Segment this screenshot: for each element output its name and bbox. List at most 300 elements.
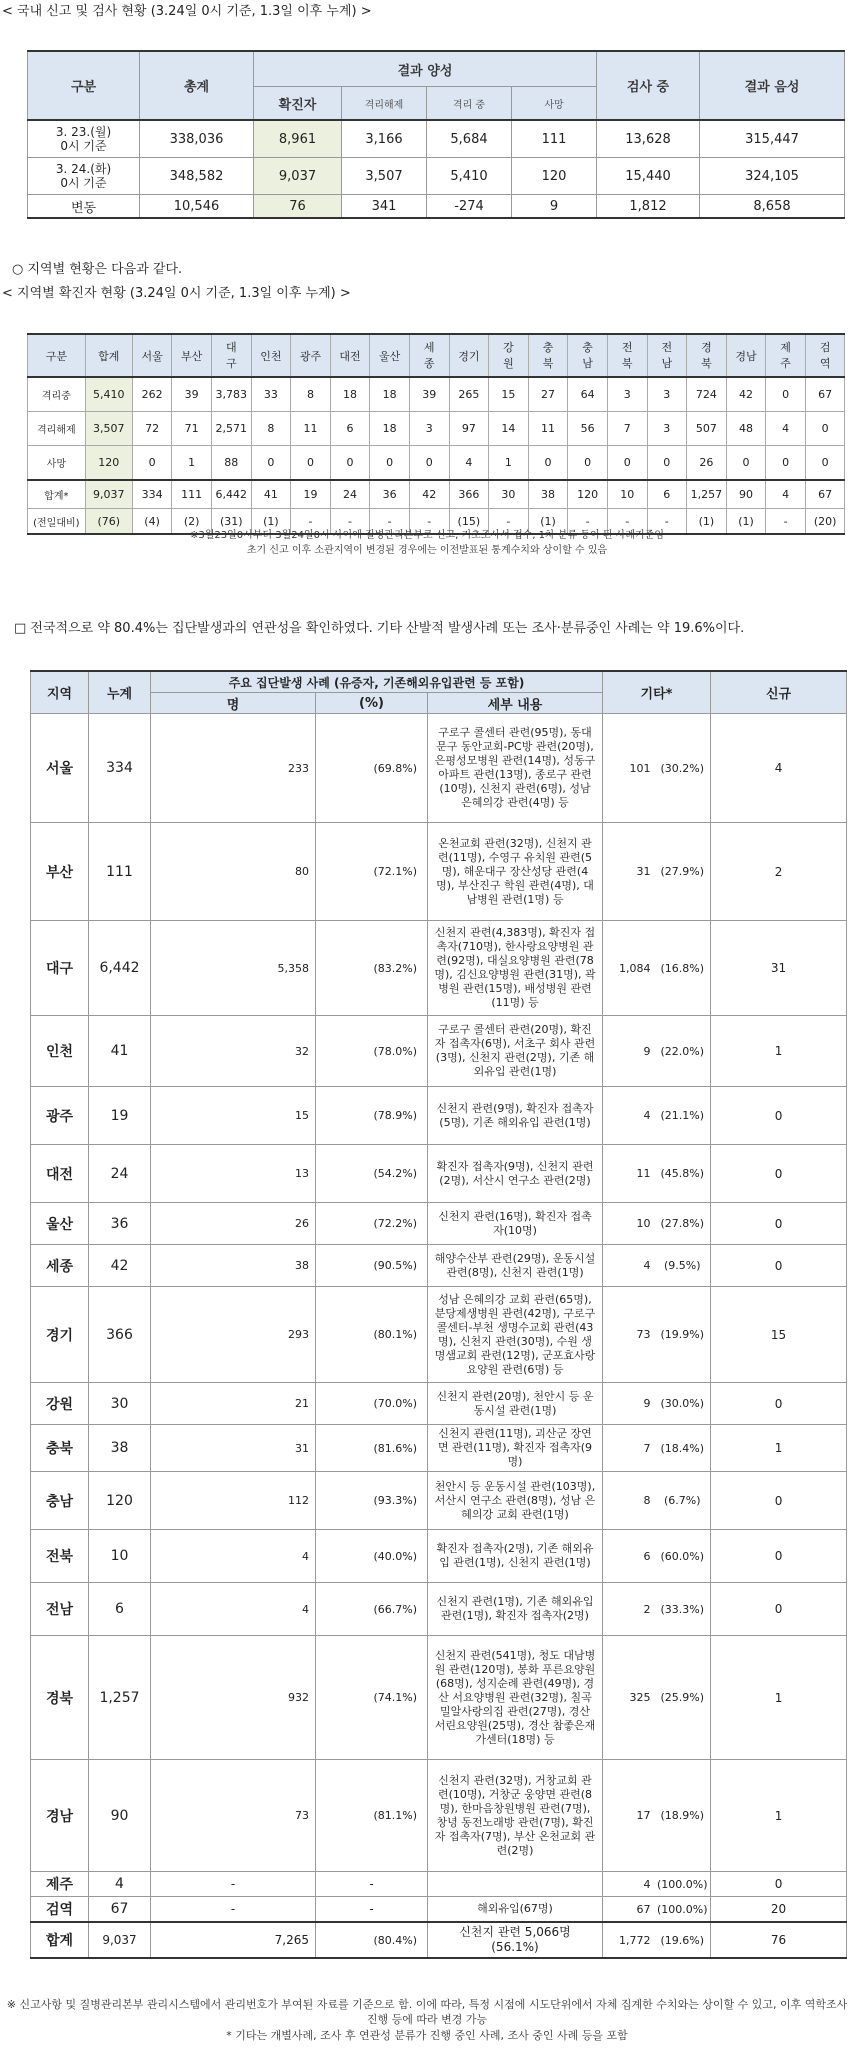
t2-cell: 0 bbox=[528, 446, 568, 481]
t2-cell: 27 bbox=[528, 377, 568, 412]
t2-cell: 0 bbox=[568, 446, 608, 481]
t2-cell: 0 bbox=[132, 446, 172, 481]
t3-count: 932 bbox=[151, 1636, 316, 1760]
t3-count: 73 bbox=[151, 1760, 316, 1872]
t2-header-text: 경북 bbox=[701, 340, 712, 370]
t3-detail: 신천지 관련(4,383명), 확진자 접촉자(710명), 한사랑요양병원 관련(92명), 대실요양병원 관련(78명), 김신요양병원 관련(31명), 곽병원 관련(15명), 배성병원 관련(11명) 등 bbox=[428, 921, 603, 1016]
t1-header-isolated: 격리 중 bbox=[427, 87, 512, 121]
t3-new: 31 bbox=[711, 921, 847, 1016]
t2-total-cell: 38 bbox=[528, 480, 568, 509]
t2-header-cell bbox=[647, 334, 687, 377]
t3-pct: (69.8%) bbox=[316, 714, 428, 823]
t2-header-text: 충북 bbox=[542, 340, 554, 370]
t3-cum: 30 bbox=[89, 1383, 151, 1425]
t3-detail: 신천지 관련(1명), 기존 해외유입 관련(1명), 확진자 접촉자(2명) bbox=[428, 1583, 603, 1636]
t2-row-label: 격리해제 bbox=[28, 412, 86, 446]
t3-region: 충북 bbox=[31, 1425, 89, 1472]
t2-prev-cell: (20) bbox=[805, 509, 845, 535]
t2-total-cell: 6,442 bbox=[211, 480, 251, 509]
t2-cell: 0 bbox=[607, 446, 647, 481]
t3-detail: 천안시 등 운동시설 관련(103명), 서산시 연구소 관련(8명), 성남 은혜의강 교회 관련(1명) bbox=[428, 1472, 603, 1530]
t3-total-other: 1,772 bbox=[603, 1922, 655, 1958]
section1-title: < 국내 신고 및 검사 현황 (3.24일 0시 기준, 1.3일 이후 누계) > bbox=[2, 4, 372, 19]
t2-cell: 4 bbox=[449, 446, 489, 481]
t2-total-row bbox=[28, 480, 845, 509]
cluster-cases-table bbox=[30, 670, 847, 1959]
t2-cell: 39 bbox=[172, 377, 212, 412]
t1-header-negative: 결과 음성 bbox=[700, 51, 845, 120]
t3-detail: 신천지 관련(9명), 확진자 접촉자(5명), 기존 해외유입 관련(1명) bbox=[428, 1087, 603, 1145]
t3-header-pct: (%) bbox=[316, 693, 428, 714]
t3-total-count: 7,265 bbox=[151, 1922, 316, 1958]
t2-total-cell: 1,257 bbox=[687, 480, 727, 509]
t2-cell: 3 bbox=[409, 412, 449, 446]
t2-cell: 14 bbox=[489, 412, 529, 446]
t1-change-total: 10,546 bbox=[140, 195, 254, 219]
t3-detail: 성남 은혜의강 교회 관련(65명), 분당제생병원 관련(42명), 구로구 콜센터-부천 생명수교회 관련(43명), 신천지 관련(30명), 수원 생명샘교회 관련(12명), 군포효사랑요양원 관련(6명) 등 bbox=[428, 1287, 603, 1383]
t1-cell-confirmed: 9,037 bbox=[254, 158, 342, 195]
t2-data-row bbox=[28, 412, 845, 446]
t3-total-detail bbox=[428, 1922, 603, 1958]
t3-cum: 90 bbox=[89, 1760, 151, 1872]
t3-other: 10 bbox=[603, 1203, 655, 1245]
t3-header-detail: 세부 내용 bbox=[428, 693, 603, 714]
t3-new: 0 bbox=[711, 1472, 847, 1530]
t3-pct: (40.0%) bbox=[316, 1530, 428, 1583]
t1-header-testing: 검사 중 bbox=[597, 51, 700, 120]
t1-header-released: 격리해제 bbox=[342, 87, 427, 121]
t2-header-cell: 구분 bbox=[28, 334, 86, 377]
t3-total-region: 합계 bbox=[31, 1922, 89, 1958]
t3-region: 경북 bbox=[31, 1636, 89, 1760]
t2-cell: 67 bbox=[805, 377, 845, 412]
t1-cell-deaths: 111 bbox=[512, 120, 597, 158]
t3-pct: (90.5%) bbox=[316, 1245, 428, 1287]
section2-title: < 지역별 확진자 현황 (3.24일 0시 기준, 1.3일 이후 누계) > bbox=[2, 286, 351, 301]
regional-status-table bbox=[27, 333, 845, 535]
t2-cell: 0 bbox=[330, 446, 370, 481]
t2-cell: 3 bbox=[607, 377, 647, 412]
t1-cell-confirmed: 8,961 bbox=[254, 120, 342, 158]
t3-row-9 bbox=[31, 1383, 847, 1425]
t2-total-cell: 366 bbox=[449, 480, 489, 509]
t1-row-label-time: 0시 기준 bbox=[60, 176, 107, 190]
t2-prev-cell: - bbox=[766, 509, 806, 535]
t2-prev-cell: (76) bbox=[85, 509, 132, 535]
t2-header-cell bbox=[568, 334, 608, 377]
t2-cell: 0 bbox=[805, 446, 845, 481]
testing-status-table bbox=[27, 50, 845, 219]
t3-other: 9 bbox=[603, 1016, 655, 1087]
t3-other: 6 bbox=[603, 1530, 655, 1583]
t2-cell: 7 bbox=[607, 412, 647, 446]
t3-header-other: 기타* bbox=[603, 671, 711, 714]
footnote-2: * 기타는 개별사례, 조사 후 연관성 분류가 진행 중인 사례, 조사 중인 사례 등을 포함 bbox=[226, 2029, 628, 2042]
t2-header-cell bbox=[607, 334, 647, 377]
t3-other: 101 bbox=[603, 714, 655, 823]
t3-new: 0 bbox=[711, 1145, 847, 1203]
t2-cell: 42 bbox=[726, 377, 766, 412]
t3-cum: 38 bbox=[89, 1425, 151, 1472]
t2-header-cell: 부산 bbox=[172, 334, 212, 377]
t2-header-row bbox=[28, 334, 845, 377]
t3-pct: (70.0%) bbox=[316, 1383, 428, 1425]
t3-row-4 bbox=[31, 1087, 847, 1145]
t3-row-1 bbox=[31, 823, 847, 921]
t3-total-pct: (80.4%) bbox=[316, 1922, 428, 1958]
t3-total-cum: 9,037 bbox=[89, 1922, 151, 1958]
t3-row-8 bbox=[31, 1287, 847, 1383]
t3-total-detail-1: 신천지 관련 5,066명 bbox=[459, 1925, 571, 1939]
t3-other-pct: (9.5%) bbox=[655, 1245, 711, 1287]
t3-count: 21 bbox=[151, 1383, 316, 1425]
t3-row-16 bbox=[31, 1872, 847, 1897]
t1-row-label-time: 0시 기준 bbox=[60, 139, 107, 153]
t3-new: 0 bbox=[711, 1087, 847, 1145]
t3-new: 1 bbox=[711, 1016, 847, 1087]
t3-cum: 120 bbox=[89, 1472, 151, 1530]
t1-change-released: 341 bbox=[342, 195, 427, 219]
t1-header-gubun: 구분 bbox=[28, 51, 140, 120]
t3-count: 32 bbox=[151, 1016, 316, 1087]
t2-prev-cell: (2) bbox=[172, 509, 212, 535]
t1-header-positive: 결과 양성 bbox=[254, 51, 597, 87]
t3-count: 13 bbox=[151, 1145, 316, 1203]
t3-count: 4 bbox=[151, 1530, 316, 1583]
t3-header-people: 명 bbox=[151, 693, 316, 714]
t3-row-6 bbox=[31, 1203, 847, 1245]
t2-cell: 0 bbox=[726, 446, 766, 481]
t3-detail: 온천교회 관련(32명), 신천지 관련(11명), 수영구 유치원 관련(5명), 해운대구 장산성당 관련(4명), 부산진구 학원 관련(4명), 대남병원 관련(1명) 등 bbox=[428, 823, 603, 921]
t2-cell: 39 bbox=[409, 377, 449, 412]
t1-row-label bbox=[28, 120, 140, 158]
t2-total-cell: 120 bbox=[568, 480, 608, 509]
t1-header-deaths: 사망 bbox=[512, 87, 597, 121]
t2-cell: 0 bbox=[647, 446, 687, 481]
t3-cum: 67 bbox=[89, 1897, 151, 1923]
t3-new: 1 bbox=[711, 1760, 847, 1872]
t3-pct: (72.1%) bbox=[316, 823, 428, 921]
t3-region: 서울 bbox=[31, 714, 89, 823]
t3-other-pct: (27.9%) bbox=[655, 823, 711, 921]
t2-cell: 18 bbox=[370, 377, 410, 412]
t2-cell: 0 bbox=[370, 446, 410, 481]
t2-cell: 26 bbox=[687, 446, 727, 481]
t2-header-cell: 경남 bbox=[726, 334, 766, 377]
t3-detail: 확진자 접촉자(2명), 기존 해외유입 관련(1명), 신천지 관련(1명) bbox=[428, 1530, 603, 1583]
t1-cell-isolated: 5,410 bbox=[427, 158, 512, 195]
t3-row-12 bbox=[31, 1530, 847, 1583]
t3-cum: 4 bbox=[89, 1872, 151, 1897]
t2-total-cell: 334 bbox=[132, 480, 172, 509]
t2-total-cell: 6 bbox=[647, 480, 687, 509]
t3-count: 5,358 bbox=[151, 921, 316, 1016]
t2-cell: 11 bbox=[291, 412, 331, 446]
t3-detail: 해외유입(67명) bbox=[428, 1897, 603, 1923]
t3-count: 15 bbox=[151, 1087, 316, 1145]
t3-count: 233 bbox=[151, 714, 316, 823]
t2-cell: 507 bbox=[687, 412, 727, 446]
cluster-summary: □ 전국적으로 약 80.4%는 집단발생과의 연관성을 확인하였다. 기타 산발적 발생사례 또는 조사·분류중인 사례는 약 19.6%이다. bbox=[14, 621, 745, 636]
t2-cell: 3,507 bbox=[85, 412, 132, 446]
t3-region: 광주 bbox=[31, 1087, 89, 1145]
t3-new: 0 bbox=[711, 1872, 847, 1897]
t2-header-cell: 서울 bbox=[132, 334, 172, 377]
t1-row-change bbox=[28, 195, 845, 219]
t3-other-pct: (27.8%) bbox=[655, 1203, 711, 1245]
t3-new: 0 bbox=[711, 1203, 847, 1245]
t1-change-isolated: -274 bbox=[427, 195, 512, 219]
t3-other-pct: (18.9%) bbox=[655, 1760, 711, 1872]
t3-cum: 10 bbox=[89, 1530, 151, 1583]
t2-prev-cell: - bbox=[291, 509, 331, 535]
t2-prev-cell: (1) bbox=[528, 509, 568, 535]
t2-total-cell: 4 bbox=[766, 480, 806, 509]
t3-region: 세종 bbox=[31, 1245, 89, 1287]
t2-cell: 0 bbox=[805, 412, 845, 446]
t1-cell-total: 348,582 bbox=[140, 158, 254, 195]
t3-cum: 19 bbox=[89, 1087, 151, 1145]
t3-row-10 bbox=[31, 1425, 847, 1472]
t3-other: 31 bbox=[603, 823, 655, 921]
t2-cell: 0 bbox=[251, 446, 291, 481]
table2-note-1: ※3월23일0시부터 3월24일0시 사이에 질병관리본부로 신고, 기초조사서 접수, 1차 분류 등이 된 사례기준임 bbox=[189, 530, 665, 541]
t2-cell: 0 bbox=[409, 446, 449, 481]
t2-header-cell: 경기 bbox=[449, 334, 489, 377]
t2-header-cell bbox=[528, 334, 568, 377]
t3-pct: (72.2%) bbox=[316, 1203, 428, 1245]
t2-cell: 72 bbox=[132, 412, 172, 446]
t3-pct: - bbox=[316, 1872, 428, 1897]
t2-cell: 1 bbox=[172, 446, 212, 481]
t2-prev-cell: (15) bbox=[449, 509, 489, 535]
t2-cell: 3,783 bbox=[211, 377, 251, 412]
t3-detail: 신천지 관련(32명), 거창교회 관련(10명), 거창군 웅양면 관련(8명), 한마음창원병원 관련(7명), 창녕 동전노래방 관련(7명), 확진자 접촉자(7명), 부산 온천교회 관련(2명) bbox=[428, 1760, 603, 1872]
t1-cell-released: 3,507 bbox=[342, 158, 427, 195]
t1-row-0323 bbox=[28, 120, 845, 158]
t3-cum: 24 bbox=[89, 1145, 151, 1203]
t2-data-row bbox=[28, 377, 845, 412]
t3-header-cum: 누계 bbox=[89, 671, 151, 714]
t1-cell-released: 3,166 bbox=[342, 120, 427, 158]
t2-header-cell bbox=[409, 334, 449, 377]
t1-cell-testing: 15,440 bbox=[597, 158, 700, 195]
t3-detail bbox=[428, 1872, 603, 1897]
t3-total-new: 76 bbox=[711, 1922, 847, 1958]
t1-cell-negative: 324,105 bbox=[700, 158, 845, 195]
t3-pct: (66.7%) bbox=[316, 1583, 428, 1636]
t3-pct: (74.1%) bbox=[316, 1636, 428, 1760]
t2-prev-cell: - bbox=[647, 509, 687, 535]
t3-other: 7 bbox=[603, 1425, 655, 1472]
t1-cell-testing: 13,628 bbox=[597, 120, 700, 158]
t3-other: 73 bbox=[603, 1287, 655, 1383]
t3-other-pct: (33.3%) bbox=[655, 1583, 711, 1636]
t3-other-pct: (22.0%) bbox=[655, 1016, 711, 1087]
t3-cum: 334 bbox=[89, 714, 151, 823]
t2-row-label: 사망 bbox=[28, 446, 86, 481]
t2-prev-cell: - bbox=[370, 509, 410, 535]
t3-row-13 bbox=[31, 1583, 847, 1636]
t3-new: 15 bbox=[711, 1287, 847, 1383]
t3-other: 4 bbox=[603, 1245, 655, 1287]
t3-header-new: 신규 bbox=[711, 671, 847, 714]
t2-prev-cell: - bbox=[607, 509, 647, 535]
t1-row-label-date: 3. 24.(화) bbox=[55, 162, 112, 176]
t2-cell: 48 bbox=[726, 412, 766, 446]
t3-other-pct: (19.9%) bbox=[655, 1287, 711, 1383]
t2-prev-cell: - bbox=[409, 509, 449, 535]
t3-count: 4 bbox=[151, 1583, 316, 1636]
t3-row-17 bbox=[31, 1897, 847, 1923]
t3-pct: - bbox=[316, 1897, 428, 1923]
t3-cum: 366 bbox=[89, 1287, 151, 1383]
t2-cell: 0 bbox=[766, 446, 806, 481]
t3-other-pct: (100.0%) bbox=[655, 1872, 711, 1897]
t1-row-0324 bbox=[28, 158, 845, 195]
t2-total-cell: 42 bbox=[409, 480, 449, 509]
t2-cell: 33 bbox=[251, 377, 291, 412]
t3-region: 강원 bbox=[31, 1383, 89, 1425]
t2-prev-cell: (4) bbox=[132, 509, 172, 535]
t2-total-cell: 9,037 bbox=[85, 480, 132, 509]
t3-header-region: 지역 bbox=[31, 671, 89, 714]
t3-detail: 구로구 콜센터 관련(95명), 동대문구 동안교회-PC방 관련(20명), 은평성모병원 관련(14명), 성동구 아파트 관련(13명), 종로구 관련(10명), 신천지 관련(6명), 성남 은혜의강 관련(4명) 등 bbox=[428, 714, 603, 823]
t3-pct: (78.9%) bbox=[316, 1087, 428, 1145]
t2-header-text: 전북 bbox=[621, 340, 633, 370]
t3-new: 20 bbox=[711, 1897, 847, 1923]
t2-header-cell bbox=[687, 334, 727, 377]
t3-other-pct: (100.0%) bbox=[655, 1897, 711, 1923]
t3-count: 26 bbox=[151, 1203, 316, 1245]
t2-prev-cell: (1) bbox=[687, 509, 727, 535]
t3-other: 4 bbox=[603, 1872, 655, 1897]
t2-header-cell: 대전 bbox=[330, 334, 370, 377]
t2-cell: 0 bbox=[291, 446, 331, 481]
t2-total-cell: 36 bbox=[370, 480, 410, 509]
t3-new: 0 bbox=[711, 1245, 847, 1287]
t1-cell-total: 338,036 bbox=[140, 120, 254, 158]
t3-count: 112 bbox=[151, 1472, 316, 1530]
t3-pct: (83.2%) bbox=[316, 921, 428, 1016]
t3-other: 67 bbox=[603, 1897, 655, 1923]
t3-row-3 bbox=[31, 1016, 847, 1087]
t3-pct: (54.2%) bbox=[316, 1145, 428, 1203]
t2-row-label: 격리중 bbox=[28, 377, 86, 412]
t2-total-cell: 90 bbox=[726, 480, 766, 509]
t2-cell: 5,410 bbox=[85, 377, 132, 412]
t3-other-pct: (21.1%) bbox=[655, 1087, 711, 1145]
t3-region: 인천 bbox=[31, 1016, 89, 1087]
t2-prev-cell: - bbox=[489, 509, 529, 535]
t2-header-cell bbox=[211, 334, 251, 377]
t3-new: 0 bbox=[711, 1583, 847, 1636]
footnote-1: ※ 신고사항 및 질병관리본부 관리시스템에서 관리번호가 부여된 자료를 기준으로 함. 이에 따라, 특정 시점에 시도단위에서 자체 집계한 수치와는 상이할 수 있고, 이후 역학조사 진행 등에 따라 변경 가능 bbox=[6, 1998, 848, 2026]
t2-cell: 4 bbox=[766, 412, 806, 446]
t2-cell: 3 bbox=[647, 377, 687, 412]
t1-change-confirmed: 76 bbox=[254, 195, 342, 219]
t3-total-row bbox=[31, 1922, 847, 1958]
t2-cell: 97 bbox=[449, 412, 489, 446]
t2-prev-cell: (1) bbox=[726, 509, 766, 535]
t3-region: 경기 bbox=[31, 1287, 89, 1383]
t3-pct: (80.1%) bbox=[316, 1287, 428, 1383]
t2-cell: 8 bbox=[251, 412, 291, 446]
t3-detail: 해양수산부 관련(29명), 운동시설 관련(8명), 신천지 관련(1명) bbox=[428, 1245, 603, 1287]
t2-cell: 15 bbox=[489, 377, 529, 412]
t3-region: 대구 bbox=[31, 921, 89, 1016]
t1-change-deaths: 9 bbox=[512, 195, 597, 219]
t3-region: 제주 bbox=[31, 1872, 89, 1897]
t2-total-cell: 111 bbox=[172, 480, 212, 509]
t3-other-pct: (6.7%) bbox=[655, 1472, 711, 1530]
table2-note-2: 초기 신고 이후 소관지역이 변경된 경우에는 이전발표된 통계수치와 상이할 수 있음 bbox=[246, 545, 608, 556]
t2-prev-cell: (1) bbox=[251, 509, 291, 535]
t3-region: 전북 bbox=[31, 1530, 89, 1583]
t2-total-cell: 30 bbox=[489, 480, 529, 509]
t2-cell: 262 bbox=[132, 377, 172, 412]
t3-other: 4 bbox=[603, 1087, 655, 1145]
t3-total-detail-2: (56.1%) bbox=[491, 1940, 539, 1954]
t3-other: 11 bbox=[603, 1145, 655, 1203]
t3-count: 38 bbox=[151, 1245, 316, 1287]
t3-other-pct: (30.2%) bbox=[655, 714, 711, 823]
t3-pct: (81.6%) bbox=[316, 1425, 428, 1472]
t2-header-cell: 울산 bbox=[370, 334, 410, 377]
t3-other: 17 bbox=[603, 1760, 655, 1872]
t2-cell: 18 bbox=[330, 377, 370, 412]
t3-detail: 신천지 관련(16명), 확진자 접촉자(10명) bbox=[428, 1203, 603, 1245]
t3-other-pct: (25.9%) bbox=[655, 1636, 711, 1760]
t3-detail: 구로구 콜센터 관련(20명), 확진자 접촉자(6명), 서초구 회사 관련(3명), 신천지 관련(2명), 기존 해외유입 관련(1명) bbox=[428, 1016, 603, 1087]
t3-cum: 6 bbox=[89, 1583, 151, 1636]
t1-cell-isolated: 5,684 bbox=[427, 120, 512, 158]
t2-total-cell: 67 bbox=[805, 480, 845, 509]
t2-cell: 3 bbox=[647, 412, 687, 446]
t3-new: 2 bbox=[711, 823, 847, 921]
t3-new: 0 bbox=[711, 1383, 847, 1425]
t2-header-cell: 인천 bbox=[251, 334, 291, 377]
t1-row-label bbox=[28, 158, 140, 195]
t3-cum: 1,257 bbox=[89, 1636, 151, 1760]
t2-header-text: 대구 bbox=[225, 340, 237, 370]
t1-header-confirmed: 확진자 bbox=[254, 87, 342, 121]
t1-change-negative: 8,658 bbox=[700, 195, 845, 219]
t3-row-0 bbox=[31, 714, 847, 823]
t2-header-text: 세종 bbox=[423, 340, 435, 370]
t3-cum: 36 bbox=[89, 1203, 151, 1245]
t3-region: 경남 bbox=[31, 1760, 89, 1872]
t2-prev-cell: - bbox=[330, 509, 370, 535]
t1-row-label-date: 3. 23.(월) bbox=[55, 125, 112, 139]
t3-other-pct: (18.4%) bbox=[655, 1425, 711, 1472]
t1-cell-deaths: 120 bbox=[512, 158, 597, 195]
t2-cell: 71 bbox=[172, 412, 212, 446]
t3-count: 80 bbox=[151, 823, 316, 921]
t3-row-11 bbox=[31, 1472, 847, 1530]
t2-total-label: 합계* bbox=[28, 480, 86, 509]
t3-header-major: 주요 집단발생 사례 (유증자, 기존해외유입관련 등 포함) bbox=[151, 671, 603, 693]
t3-detail: 신천지 관련(541명), 청도 대남병원 관련(120명), 봉화 푸른요양원(68명), 성지순례 관련(49명), 경산 서요양병원 관련(32명), 칠곡 밀알사랑의집 관련(27명), 경산 서린요양원(25명), 경산 참좋은재가센터(18명) 등 bbox=[428, 1636, 603, 1760]
t3-new: 0 bbox=[711, 1530, 847, 1583]
t3-other: 2 bbox=[603, 1583, 655, 1636]
t3-other-pct: (45.8%) bbox=[655, 1145, 711, 1203]
t2-header-text: 검역 bbox=[819, 340, 831, 370]
t2-total-cell: 24 bbox=[330, 480, 370, 509]
t3-count: - bbox=[151, 1897, 316, 1923]
t3-detail: 신천지 관련(20명), 천안시 등 운동시설 관련(1명) bbox=[428, 1383, 603, 1425]
t3-count: 31 bbox=[151, 1425, 316, 1472]
